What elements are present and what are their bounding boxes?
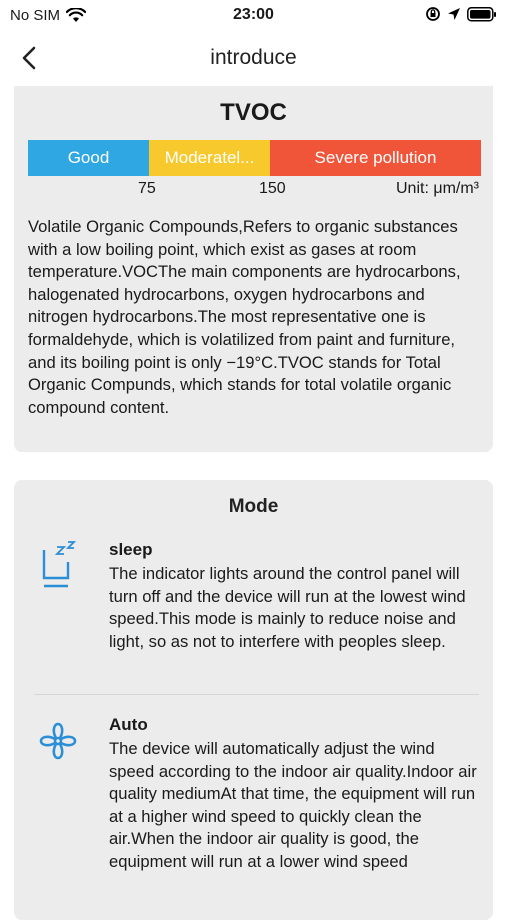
mode-description-auto: The device will automatically adjust the wind speed according to the indoor air quality.Indoor air quality mediumAt that time, the equipment will run at a higher wind speed to quickly clean the air.When the indoor air quality is good, the equipment will run at a lower wind speed xyxy=(109,739,477,871)
fan-icon xyxy=(34,715,82,767)
level-moderate: Moderatel... xyxy=(149,140,270,176)
mode-card xyxy=(14,480,493,920)
threshold-150: 150 xyxy=(259,180,286,197)
threshold-75: 75 xyxy=(138,180,156,197)
mode-description-sleep: The indicator lights around the control panel will turn off and the device will run at the lowest wind speed.This mode is mainly to reduce noise and light, so as not to interfere with peoples sleep. xyxy=(109,564,466,651)
battery-icon xyxy=(467,7,497,22)
sleep-icon xyxy=(34,540,82,592)
status-bar xyxy=(0,0,507,30)
clock: 23:00 xyxy=(233,6,274,23)
page-title: introduce xyxy=(210,46,297,69)
navigation-bar xyxy=(0,30,507,86)
mode-divider xyxy=(34,694,479,695)
pollution-scale xyxy=(28,140,481,176)
carrier-label: No SIM xyxy=(10,7,61,24)
status-icons xyxy=(425,6,497,22)
orientation-lock-icon xyxy=(425,6,441,22)
mode-name-sleep: sleep xyxy=(109,540,153,559)
tvoc-description: Volatile Organic Compounds,Refers to organic substances with a low boiling point, which exist as gases at room temperature.VOCThe main components are hydrocarbons, halogenated hydrocarbons, oxygen hydrocarbons and nitrogen hydrocarbons.The most representative one is formaldehyde, which is volatilized from paint and furniture, and its boiling point is only −19°C.TVOC stands for Total Organic Compunds, which stands for total volatile organic compound content. xyxy=(28,217,461,417)
location-icon xyxy=(447,7,461,21)
mode-name-auto: Auto xyxy=(109,715,148,734)
level-severe: Severe pollution xyxy=(270,140,481,176)
level-good: Good xyxy=(28,140,149,176)
tvoc-card xyxy=(14,86,493,452)
mode-title: Mode xyxy=(228,496,279,517)
tvoc-title: TVOC xyxy=(220,99,287,126)
unit-label: Unit: μm/m³ xyxy=(396,180,479,197)
